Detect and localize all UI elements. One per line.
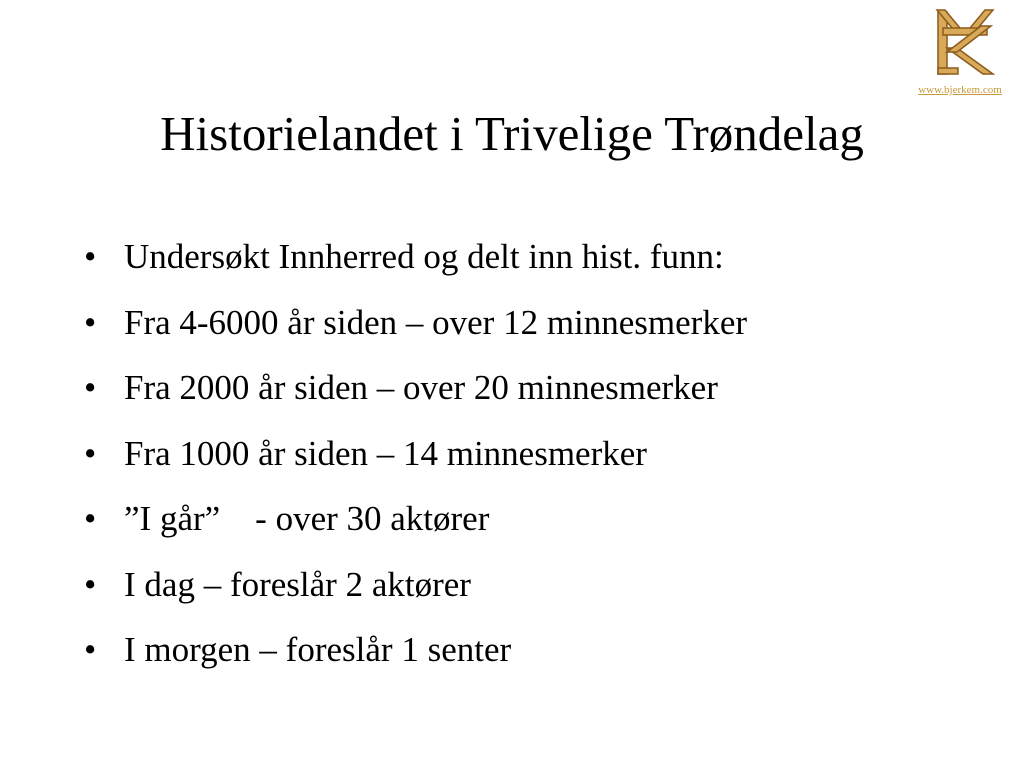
bullet-item bbox=[84, 627, 747, 693]
bullet-item bbox=[84, 365, 747, 431]
bullet-dot: • bbox=[84, 499, 97, 538]
bullet-item bbox=[84, 234, 747, 300]
bullet-dot: • bbox=[84, 302, 97, 342]
bullet-item bbox=[84, 431, 747, 497]
slide-title: Historielandet i Trivelige Trøndelag bbox=[160, 106, 864, 161]
bullet-item bbox=[84, 300, 747, 366]
bullet-text: I morgen – foreslår 1 senter bbox=[124, 630, 512, 669]
bullet-text: Undersøkt Innherred og delt inn hist. funn: bbox=[124, 237, 724, 276]
bullet-dot: • bbox=[84, 433, 97, 473]
bjerkem-logo bbox=[935, 8, 995, 76]
bullet-text: I dag – foreslår 2 aktører bbox=[124, 564, 471, 604]
bullet-text: Fra 1000 år siden – 14 minnesmerker bbox=[124, 433, 647, 473]
bullet-dot: • bbox=[84, 564, 97, 604]
bullet-list bbox=[84, 234, 747, 693]
bullet-text: Fra 2000 år siden – over 20 minnesmerker bbox=[124, 368, 718, 407]
bullet-dot: • bbox=[84, 237, 97, 276]
bullet-item bbox=[84, 496, 747, 562]
bullet-text: Fra 4-6000 år siden – over 12 minnesmerker bbox=[124, 302, 748, 342]
website-link[interactable]: www.bjerkem.com bbox=[918, 84, 1002, 96]
bullet-dot: • bbox=[84, 630, 97, 669]
bullet-text: ”I går” - over 30 aktører bbox=[124, 499, 490, 538]
bullet-item bbox=[84, 562, 747, 628]
bjerkem-rune-logo-icon bbox=[935, 8, 995, 76]
bullet-dot: • bbox=[84, 368, 97, 407]
